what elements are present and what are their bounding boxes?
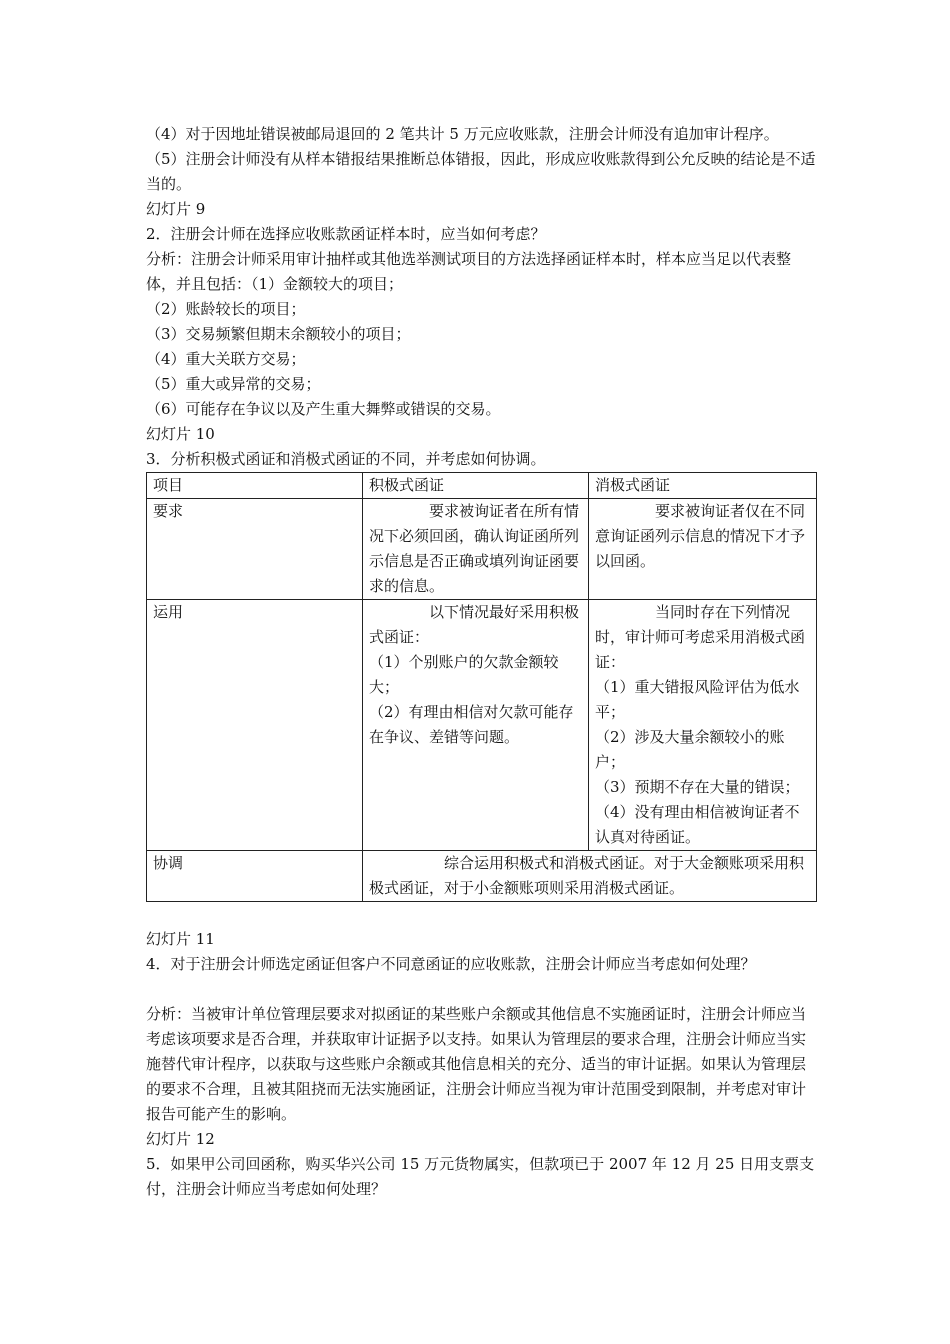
use-positive-item-2: （2）有理由相信对欠款可能存在争议、差错等问题。 <box>369 703 574 746</box>
cell-use-positive <box>363 600 589 851</box>
row-label-use: 运用 <box>147 600 363 851</box>
table-row-coord <box>147 851 817 902</box>
header-item: 项目 <box>147 473 363 499</box>
cell-use-negative <box>589 600 817 851</box>
table-header-row <box>147 473 817 499</box>
use-positive-intro: 以下情况最好采用积极式函证： <box>369 603 580 646</box>
use-negative-item-2: （2）涉及大量余额较小的账户； <box>595 728 785 771</box>
slide-heading-11: 幻灯片 11 <box>146 930 215 948</box>
question-3: 3．分析积极式函证和消极式函证的不同，并考虑如何协调。 <box>146 450 546 468</box>
spacer <box>146 977 816 1002</box>
question-5: 5．如果甲公司回函称，购买华兴公司 15 万元货物属实，但款项已于 2007 年 12 月 25 日用支票支付，注册会计师应当考虑如何处理？ <box>146 1155 815 1198</box>
comparison-table <box>146 472 817 902</box>
use-negative-item-1: （1）重大错报风险评估为低水平； <box>595 678 800 721</box>
paragraph-item-4: （4）对于因地址错误被邮局退回的 2 笔共计 5 万元应收账款，注册会计师没有追加审计程序。 <box>146 125 779 143</box>
slide-heading-10: 幻灯片 10 <box>146 425 215 443</box>
paragraph-item-5: （5）注册会计师没有从样本错报结果推断总体错报，因此，形成应收账款得到公允反映的结论是不适当的。 <box>146 150 816 193</box>
cell-coord: 综合运用积极式和消极式函证。对于大金额账项采用积极式函证，对于小金额账项则采用消极式函证。 <box>363 851 817 902</box>
use-negative-intro: 当同时存在下列情况时，审计师可考虑采用消极式函证： <box>595 603 806 671</box>
cell-require-negative: 要求被询证者仅在不同意询证函列示信息的情况下才予以回函。 <box>589 499 817 600</box>
use-negative-item-4: （4）没有理由相信被询证者不认真对待函证。 <box>595 803 800 846</box>
analysis-4: 分析：当被审计单位管理层要求对拟函证的某些账户余额或其他信息不实施函证时，注册会计师应当考虑该项要求是否合理，并获取审计证据予以支持。如果认为管理层的要求合理，注册会计师应当实施替代审计程序，以获取与这些账户余额或其他信息相关的充分、适当的审计证据。如果认为管理层的要求不合理，且被其阻挠而无法实施函证，注册会计师应当视为审计范围受到限制，并考虑对审计报告可能产生的影响。 <box>146 1005 807 1123</box>
row-label-require: 要求 <box>147 499 363 600</box>
list-item-5: （5）重大或异常的交易； <box>146 375 321 393</box>
table-row-require <box>147 499 817 600</box>
use-negative-item-3: （3）预期不存在大量的错误； <box>595 778 800 796</box>
header-positive: 积极式函证 <box>363 473 589 499</box>
slide-heading-9: 幻灯片 9 <box>146 200 206 218</box>
analysis-2: 分析：注册会计师采用审计抽样或其他选举测试项目的方法选择函证样本时，样本应当足以代表整体，并且包括：（1）金额较大的项目； <box>146 250 792 293</box>
row-label-coord: 协调 <box>147 851 363 902</box>
spacer <box>146 902 816 927</box>
list-item-2: （2）账龄较长的项目； <box>146 300 306 318</box>
list-item-3: （3）交易频繁但期末余额较小的项目； <box>146 325 411 343</box>
header-negative: 消极式函证 <box>589 473 817 499</box>
document-page <box>146 122 816 1202</box>
cell-require-positive: 要求被询证者在所有情况下必须回函，确认询证函所列示信息是否正确或填列询证函要求的信息。 <box>363 499 589 600</box>
slide-heading-12: 幻灯片 12 <box>146 1130 215 1148</box>
list-item-4: （4）重大关联方交易； <box>146 350 306 368</box>
use-positive-item-1: （1）个别账户的欠款金额较大； <box>369 653 559 696</box>
question-4: 4．对于注册会计师选定函证但客户不同意函证的应收账款，注册会计师应当考虑如何处理？ <box>146 955 756 973</box>
table-row-use <box>147 600 817 851</box>
list-item-6: （6）可能存在争议以及产生重大舞弊或错误的交易。 <box>146 400 501 418</box>
question-2: 2．注册会计师在选择应收账款函证样本时，应当如何考虑？ <box>146 225 546 243</box>
